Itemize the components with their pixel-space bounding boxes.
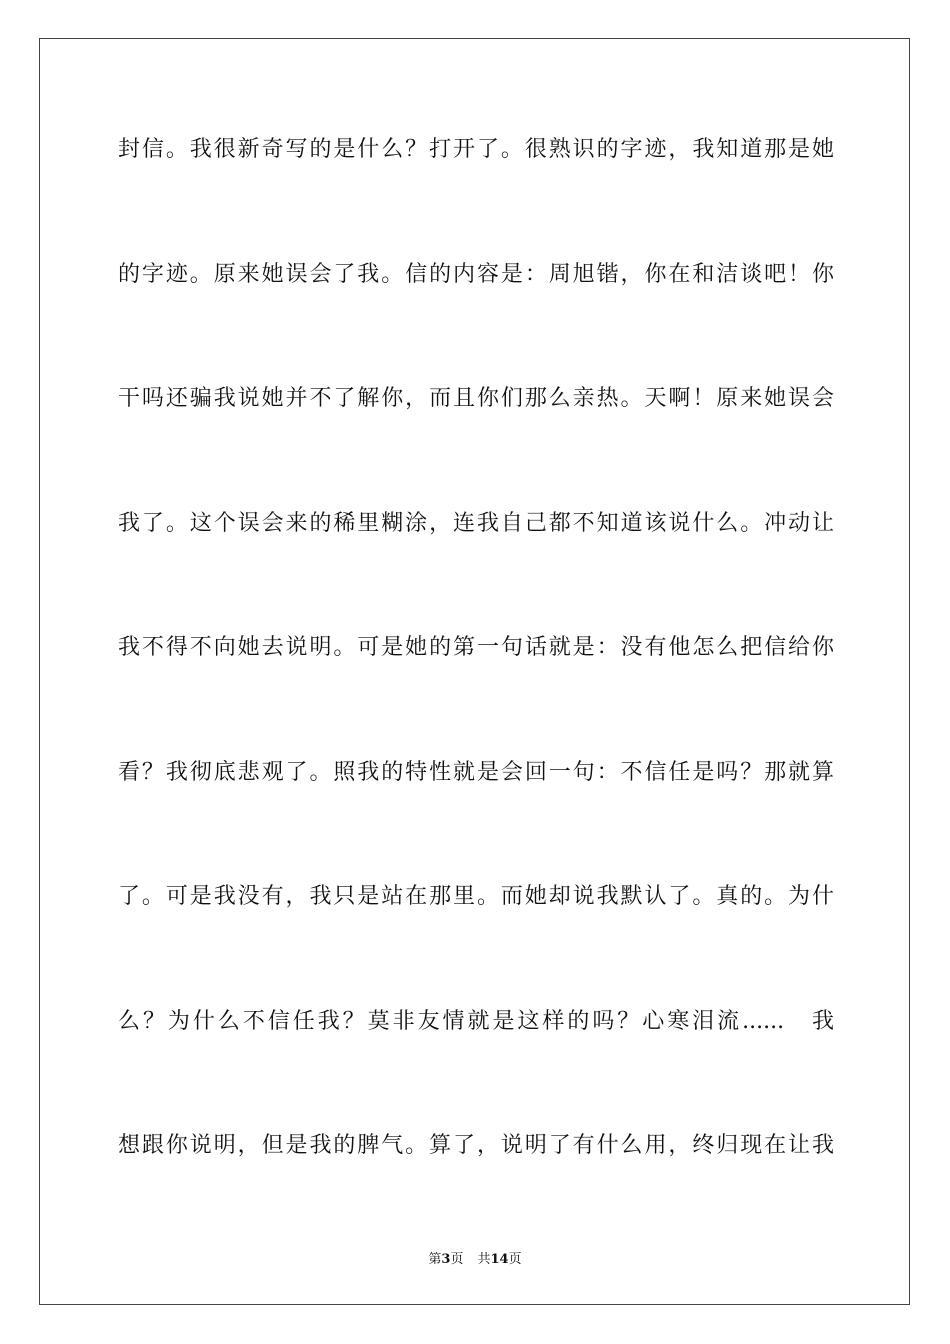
total-prefix: 共 [477, 1252, 491, 1267]
text-line: 的字迹。原来她误会了我。信的内容是：周旭锴，你在和洁谈吧！你 [118, 262, 834, 287]
text-line: 么？为什么不信任我？莫非友情就是这样的吗？心寒泪流...... 我 [118, 1009, 834, 1034]
total-suffix: 页 [508, 1252, 522, 1267]
page-footer [0, 1248, 950, 1267]
text-line: 封信。我很新奇写的是什么？打开了。很熟识的字迹，我知道那是她 [118, 137, 834, 162]
text-line: 我了。这个误会来的稀里糊涂，连我自己都不知道该说什么。冲动让 [118, 511, 834, 536]
text-line: 看？我彻底悲观了。照我的特性就是会回一句：不信任是吗？那就算 [118, 760, 834, 785]
total-pages: 14 [490, 1252, 509, 1267]
page-suffix: 页 [450, 1252, 464, 1267]
page-number: 3 [441, 1252, 451, 1267]
text-line: 我不得不向她去说明。可是她的第一句话就是：没有他怎么把信给你 [118, 635, 834, 660]
text-line: 干吗还骗我说她并不了解你，而且你们那么亲热。天啊！原来她误会 [118, 386, 834, 411]
text-line: 想跟你说明，但是我的脾气。算了，说明了有什么用，终归现在让我 [118, 1133, 834, 1158]
page-border [39, 38, 910, 1305]
page-prefix: 第 [428, 1252, 442, 1267]
text-line: 了。可是我没有，我只是站在那里。而她却说我默认了。真的。为什 [118, 884, 834, 909]
